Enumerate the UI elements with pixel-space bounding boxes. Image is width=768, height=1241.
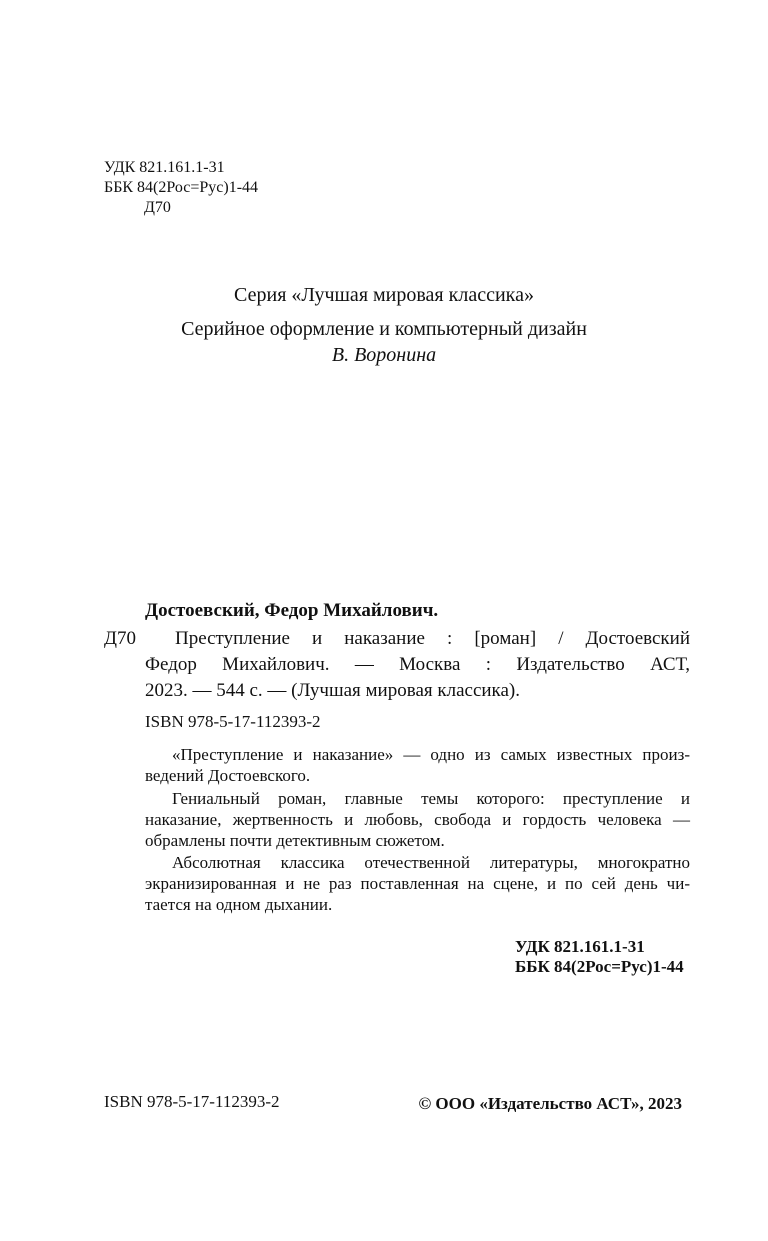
catalog-line-1: Преступление и наказание : [роман] / Достоевский bbox=[175, 628, 690, 649]
footer-copyright: © ООО «Издательство АСТ», 2023 bbox=[418, 1094, 682, 1113]
catalog-isbn: ISBN 978-5-17-112393-2 bbox=[145, 712, 321, 731]
annotation-line-6: Абсолютная классика отечественной литературы, многократно bbox=[172, 853, 690, 872]
series-design-line: Серийное оформление и компьютерный дизайн bbox=[181, 318, 587, 340]
top-code: Д70 bbox=[144, 199, 171, 216]
catalog-bbk: ББК 84(2Рос=Рус)1-44 bbox=[515, 957, 684, 976]
catalog-udk: УДК 821.161.1-31 bbox=[515, 937, 645, 956]
catalog-line-2: Федор Михайлович. — Москва : Издательство АСТ, bbox=[145, 654, 690, 675]
annotation-line-1: «Преступление и наказание» — одно из самых известных произ- bbox=[172, 745, 690, 764]
series-name: Серия «Лучшая мировая классика» bbox=[234, 284, 534, 306]
footer-isbn: ISBN 978-5-17-112393-2 bbox=[104, 1092, 280, 1111]
annotation-line-4: наказание, жертвенность и любовь, свобода и гордость человека — bbox=[145, 810, 690, 829]
annotation-line-7: экранизированная и не раз поставленная на сцене, и по сей день чи- bbox=[145, 874, 690, 893]
series-designer: В. Воронина bbox=[331, 344, 437, 366]
annotation-line-3: Гениальный роман, главные темы которого: преступление и bbox=[172, 789, 690, 808]
author-heading: Достоевский, Федор Михайлович. bbox=[145, 600, 439, 621]
annotation-line-5: обрамлены почти детективным сюжетом. bbox=[145, 831, 445, 850]
annotation-line-2: ведений Достоевского. bbox=[145, 766, 311, 785]
annotation-line-8: тается на одном дыхании. bbox=[145, 895, 333, 914]
top-udk: УДК 821.161.1-31 bbox=[104, 159, 225, 176]
catalog-line-3: 2023. — 544 с. — (Лучшая мировая классика). bbox=[145, 680, 520, 701]
catalog-code: Д70 bbox=[104, 628, 136, 649]
top-bbk: ББК 84(2Рос=Рус)1-44 bbox=[104, 179, 259, 196]
